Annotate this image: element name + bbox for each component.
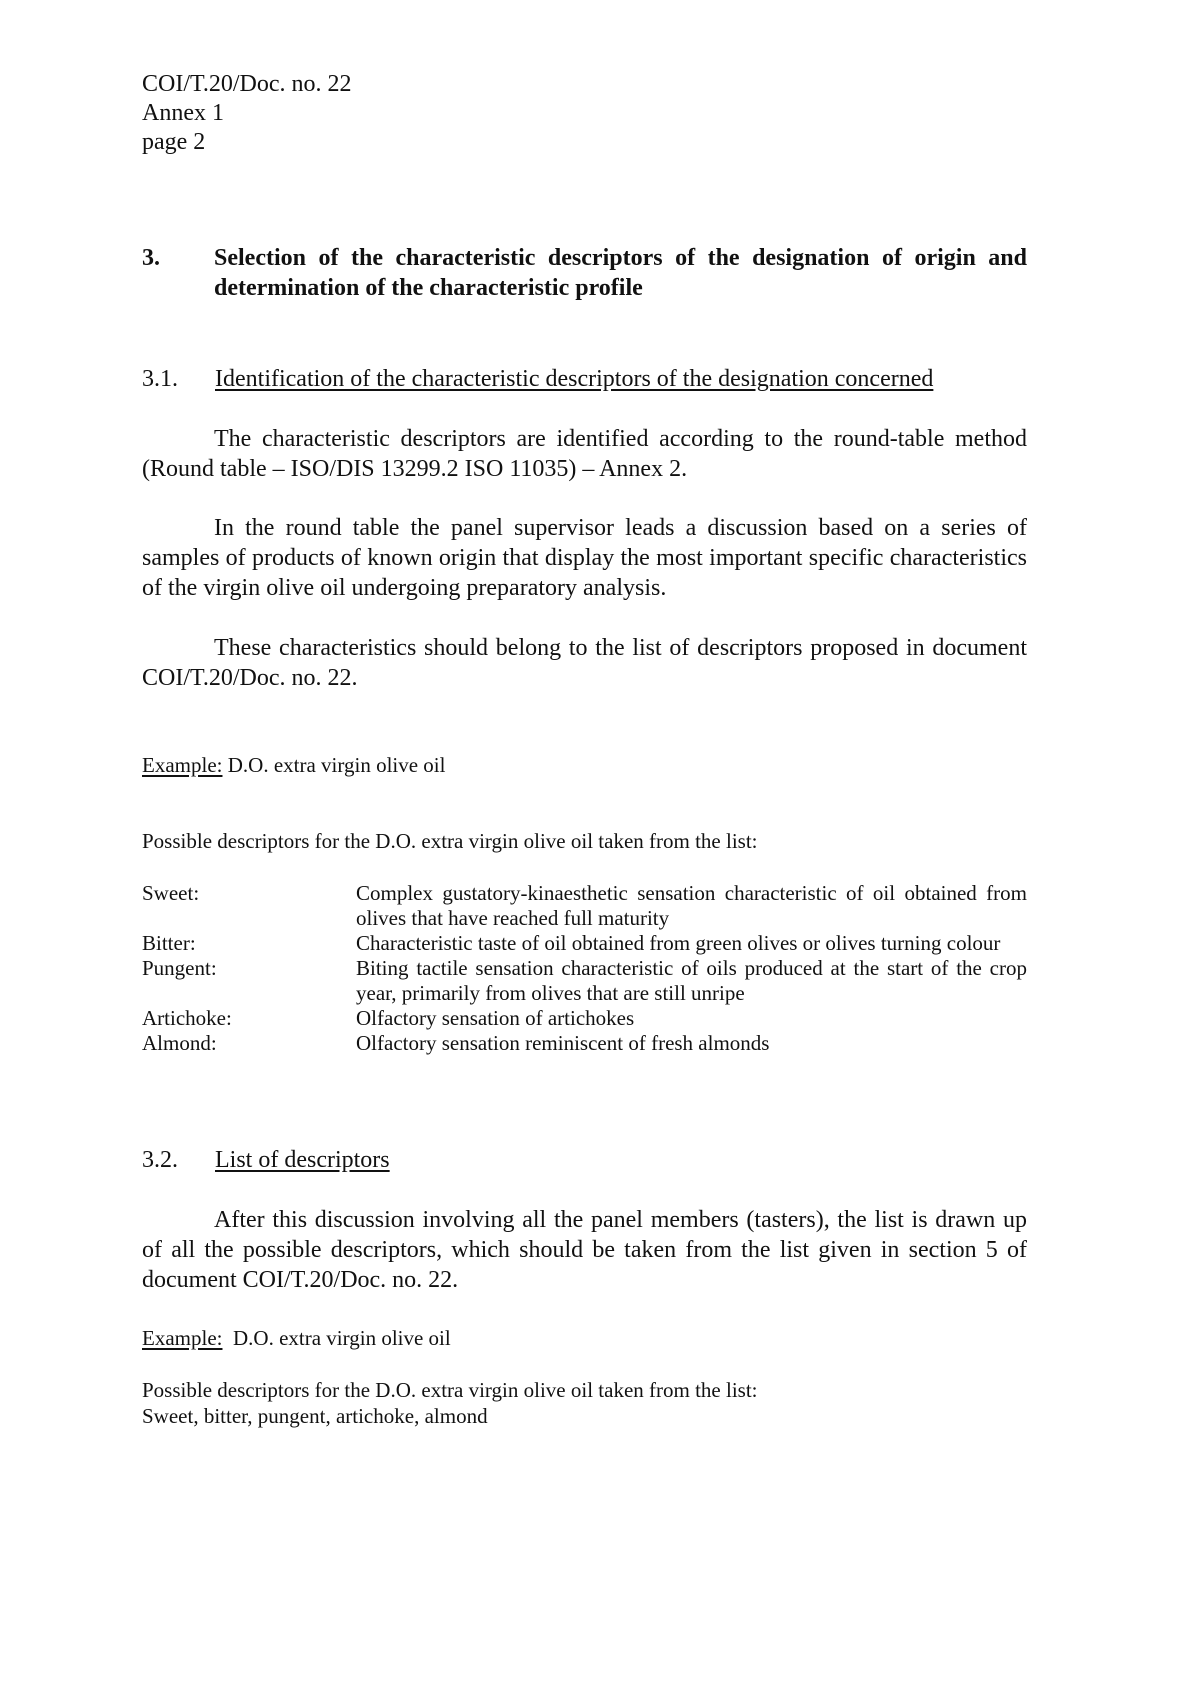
descriptor-row [142,956,1027,1006]
descriptor-term: Pungent: [142,956,217,980]
descriptor-row [142,931,1027,956]
descriptor-table [142,881,1027,1056]
section-3-title: Selection of the characteristic descriptors of the designation of origin and determination of the characteristic profile [214,245,1027,301]
section-3-2-paragraph-1: After this discussion involving all the panel members (tasters), the list is drawn up of all the possible descriptors, which should be taken from the list given in section 5 of document COI/T.20/Doc. no. 22. [142,1207,1027,1293]
descriptor-definition: Complex gustatory-kinaesthetic sensation characteristic of oil obtained from olives that have reached full maturity [356,881,1027,930]
descriptor-row [142,1006,1027,1031]
section-3-2-heading [142,1145,1027,1175]
section-3-1-paragraph-3: These characteristics should belong to the list of descriptors proposed in document COI/T.20/Doc. no. 22. [142,635,1027,691]
section-3-1-heading [142,364,1027,394]
descriptor-definition: Olfactory sensation of artichokes [356,1006,635,1030]
example-text: D.O. extra virgin olive oil [222,753,446,777]
section-3-2-title: List of descriptors [215,1147,390,1173]
descriptor-row [142,1031,1027,1056]
example-label: Example: [142,753,223,777]
header-page-number: page 2 [142,129,206,155]
descriptor-row [142,881,1027,931]
descriptor-term: Bitter: [142,931,196,955]
section-3-1-title: Identification of the characteristic descriptors of the designation concerned [215,366,934,392]
possible-descriptors-list: Sweet, bitter, pungent, artichoke, almond [142,1404,488,1428]
section-3-1-paragraph-2: In the round table the panel supervisor leads a discussion based on a series of samples of products of known origin that display the most important specific characteristics of the virgin olive oil undergoing preparatory analysis. [142,515,1027,601]
section-3-2-number: 3.2. [142,1147,178,1173]
descriptor-definition: Biting tactile sensation characteristic of oils produced at the start of the crop year, primarily from olives that are still unripe [356,956,1027,1005]
section-3-2-possible-descriptors [142,1377,1027,1429]
header-doc-ref: COI/T.20/Doc. no. 22 [142,71,352,97]
section-3-1-possible-descriptors: Possible descriptors for the D.O. extra virgin olive oil taken from the list: [142,829,758,853]
section-3-1-paragraph-1: The characteristic descriptors are identified according to the round-table method (Round table – ISO/DIS 13299.2 ISO 11035) – Annex 2. [142,426,1027,482]
descriptor-term: Artichoke: [142,1006,232,1030]
descriptor-definition: Characteristic taste of oil obtained from green olives or olives turning colour [356,931,1001,955]
example-text: D.O. extra virgin olive oil [222,1326,451,1350]
example-label: Example: [142,1326,223,1350]
descriptor-term: Sweet: [142,881,200,905]
section-3-1-example [142,752,1027,778]
descriptor-definition: Olfactory sensation reminiscent of fresh almonds [356,1031,770,1055]
descriptor-term: Almond: [142,1031,217,1055]
document-header [142,70,352,157]
section-3-2-example [142,1325,1027,1351]
possible-descriptors-intro: Possible descriptors for the D.O. extra virgin olive oil taken from the list: [142,1378,758,1402]
section-3-heading [142,243,1027,303]
header-annex: Annex 1 [142,100,224,126]
section-3-number: 3. [142,245,160,271]
section-3-1-number: 3.1. [142,366,178,392]
